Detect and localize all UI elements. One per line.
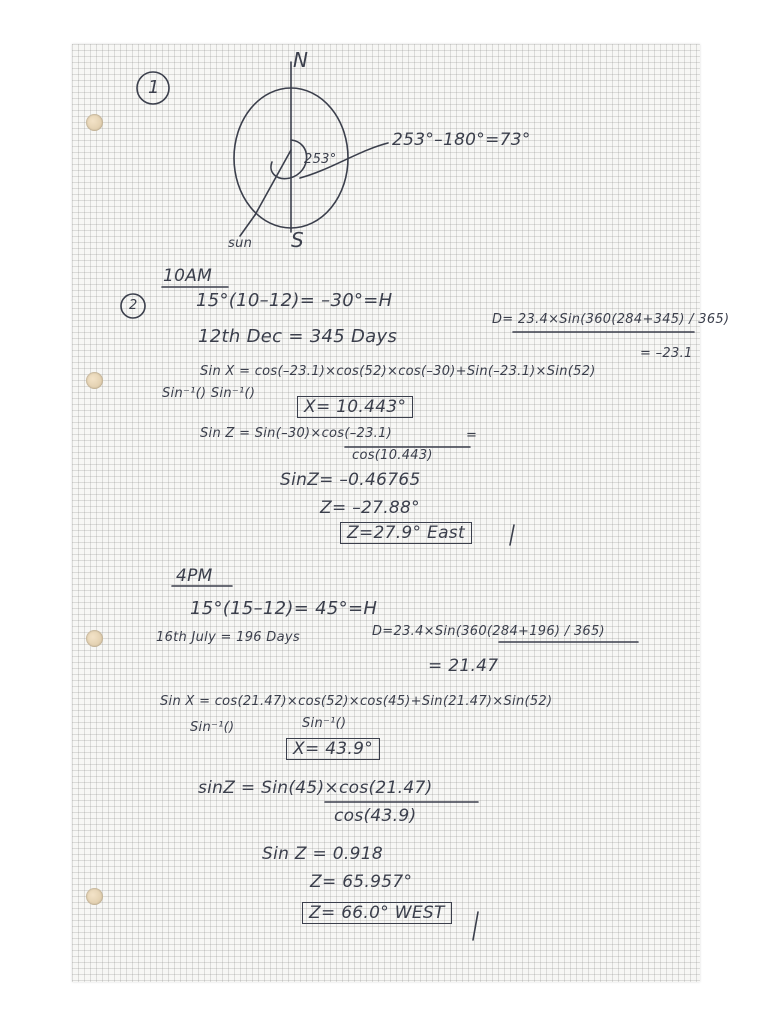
am-declination-result: = –23.1: [640, 346, 693, 361]
pm-sin-azimuth-value: Sin Z = 0.918: [262, 844, 383, 864]
pm-date-days: 16th July = 196 Days: [156, 630, 300, 645]
sun-label: sun: [228, 236, 253, 251]
am-declination-formula: D= 23.4×Sin(360(284+345) / 365): [492, 312, 730, 327]
am-inverse-note: Sin⁻¹() Sin⁻¹(): [162, 386, 256, 401]
pm-sin-azimuth-numerator: sinZ = Sin(45)×cos(21.47): [198, 778, 433, 798]
part1-number: 1: [148, 77, 160, 98]
pm-declination-formula: D=23.4×Sin(360(284+196) / 365): [372, 624, 605, 639]
azimuth-calculation: 253°–180°=73°: [392, 130, 531, 150]
pm-azimuth-value: Z= 65.957°: [310, 872, 413, 892]
pm-hour-angle: 15°(15–12)= 45°=H: [190, 598, 378, 619]
am-sin-azimuth-denominator: cos(10.443): [352, 448, 433, 463]
am-heading: 10AM: [163, 266, 213, 286]
north-label: N: [293, 48, 309, 72]
pm-heading: 4PM: [176, 566, 213, 586]
am-date-days: 12th Dec = 345 Days: [198, 326, 398, 347]
pm-inverse-note-1: Sin⁻¹(): [190, 720, 235, 735]
pm-sin-azimuth-denominator: cos(43.9): [334, 806, 417, 826]
azimuth-arc: [271, 140, 307, 179]
pm-inverse-note-2: Sin⁻¹(): [302, 716, 347, 731]
am-sin-azimuth-numerator: Sin Z = Sin(–30)×cos(–23.1): [200, 426, 393, 441]
pm-declination-result: = 21.47: [428, 656, 499, 676]
am-sin-azimuth-value: SinZ= –0.46765: [280, 470, 421, 490]
am-altitude-result: X= 10.443°: [297, 396, 413, 418]
sun-direction-extension: [240, 215, 255, 236]
pm-sin-altitude-equation: Sin X = cos(21.47)×cos(52)×cos(45)+Sin(21.47)×Sin(52): [160, 694, 553, 709]
am-result-tick: [510, 525, 514, 545]
sun-direction-line: [255, 150, 291, 215]
pm-altitude-result: X= 43.9°: [286, 738, 380, 760]
pm-azimuth-result: Z= 66.0° WEST: [302, 902, 452, 924]
am-azimuth-value: Z= –27.88°: [320, 498, 420, 518]
am-equals-sign: =: [466, 428, 478, 443]
azimuth-inner-label: 253°: [304, 152, 337, 167]
am-hour-angle: 15°(10–12)= –30°=H: [196, 290, 393, 311]
part2-number: 2: [129, 298, 138, 313]
am-sin-altitude-equation: Sin X = cos(–23.1)×cos(52)×cos(–30)+Sin(–23.1)×Sin(52): [200, 364, 596, 379]
pm-result-tick: [473, 912, 478, 940]
south-label: S: [291, 228, 304, 252]
am-azimuth-result: Z=27.9° East: [340, 522, 472, 544]
